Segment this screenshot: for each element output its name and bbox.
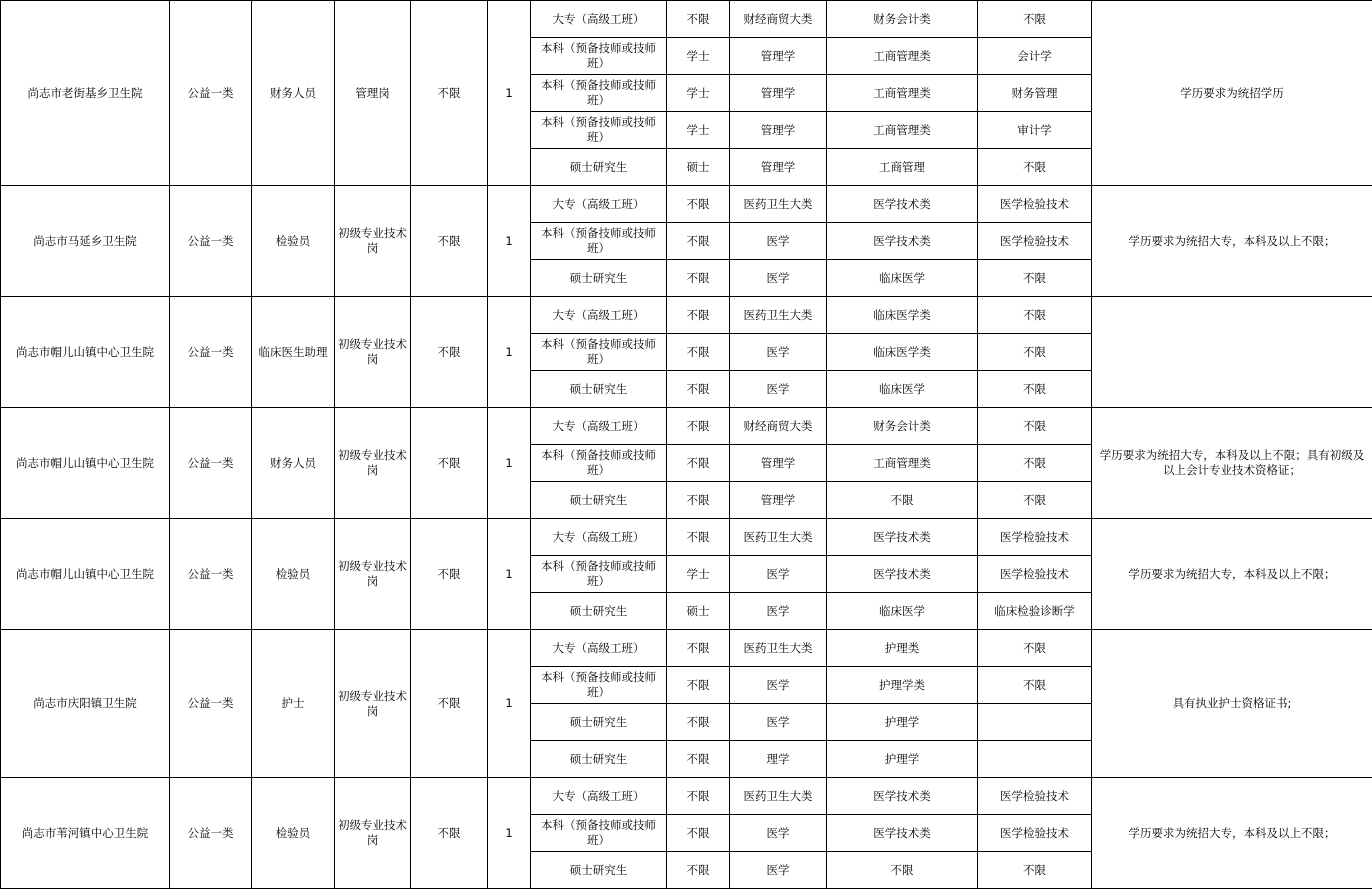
post-type-cell: 初级专业技术岗: [335, 519, 411, 630]
post-type-cell: 初级专业技术岗: [335, 778, 411, 889]
count-cell: 1: [488, 297, 531, 408]
education-cell: 硕士研究生: [531, 149, 667, 186]
major-cell: 不限: [978, 1, 1092, 38]
major-class-cell: 工商管理类: [827, 38, 978, 75]
major-cell: [978, 704, 1092, 741]
major-cell: 医学检验技术: [978, 186, 1092, 223]
major-cell: 不限: [978, 630, 1092, 667]
major-class-cell: 护理学类: [827, 667, 978, 704]
table-row: [1, 778, 1372, 815]
degree-cell: 不限: [667, 1, 730, 38]
discipline-cell: 医学: [730, 223, 827, 260]
post-type-cell: 管理岗: [335, 1, 411, 186]
major-class-cell: 工商管理: [827, 149, 978, 186]
major-class-cell: 不限: [827, 852, 978, 889]
limit-cell: 不限: [411, 519, 488, 630]
discipline-cell: 医药卫生大类: [730, 519, 827, 556]
unit-cell: 尚志市马延乡卫生院: [1, 186, 170, 297]
major-cell: 财务管理: [978, 75, 1092, 112]
major-class-cell: 医学技术类: [827, 778, 978, 815]
discipline-cell: 医学: [730, 556, 827, 593]
education-cell: 本科（预备技师或技师班）: [531, 445, 667, 482]
education-cell: 本科（预备技师或技师班）: [531, 334, 667, 371]
table-row: [1, 630, 1372, 667]
major-cell: 不限: [978, 149, 1092, 186]
major-cell: 不限: [978, 445, 1092, 482]
degree-cell: 不限: [667, 223, 730, 260]
major-cell: 不限: [978, 408, 1092, 445]
major-class-cell: 临床医学: [827, 260, 978, 297]
discipline-cell: 管理学: [730, 112, 827, 149]
education-cell: 硕士研究生: [531, 371, 667, 408]
category-cell: 公益一类: [170, 297, 252, 408]
limit-cell: 不限: [411, 778, 488, 889]
count-cell: 1: [488, 408, 531, 519]
discipline-cell: 医学: [730, 704, 827, 741]
major-class-cell: 不限: [827, 482, 978, 519]
note-cell: 学历要求为统招大专，本科及以上不限；: [1092, 519, 1372, 630]
education-cell: 硕士研究生: [531, 593, 667, 630]
position-cell: 财务人员: [252, 1, 335, 186]
table-body: [1, 1, 1372, 889]
category-cell: 公益一类: [170, 519, 252, 630]
education-cell: 本科（预备技师或技师班）: [531, 75, 667, 112]
count-cell: 1: [488, 186, 531, 297]
table-row: [1, 408, 1372, 445]
position-cell: 护士: [252, 630, 335, 778]
degree-cell: 学士: [667, 112, 730, 149]
major-class-cell: 财务会计类: [827, 1, 978, 38]
position-cell: 临床医生助理: [252, 297, 335, 408]
major-cell: 不限: [978, 852, 1092, 889]
major-class-cell: 工商管理类: [827, 75, 978, 112]
unit-cell: 尚志市老街基乡卫生院: [1, 1, 170, 186]
major-class-cell: 医学技术类: [827, 186, 978, 223]
degree-cell: 不限: [667, 704, 730, 741]
major-class-cell: 临床医学: [827, 593, 978, 630]
position-cell: 检验员: [252, 186, 335, 297]
degree-cell: 不限: [667, 741, 730, 778]
major-class-cell: 医学技术类: [827, 223, 978, 260]
education-cell: 本科（预备技师或技师班）: [531, 38, 667, 75]
major-cell: 不限: [978, 371, 1092, 408]
education-cell: 本科（预备技师或技师班）: [531, 112, 667, 149]
discipline-cell: 医学: [730, 260, 827, 297]
major-cell: 医学检验技术: [978, 223, 1092, 260]
degree-cell: 不限: [667, 630, 730, 667]
unit-cell: 尚志市帽儿山镇中心卫生院: [1, 519, 170, 630]
discipline-cell: 医药卫生大类: [730, 186, 827, 223]
limit-cell: 不限: [411, 297, 488, 408]
discipline-cell: 理学: [730, 741, 827, 778]
major-cell: 不限: [978, 482, 1092, 519]
discipline-cell: 医学: [730, 371, 827, 408]
major-cell: 医学检验技术: [978, 778, 1092, 815]
degree-cell: 不限: [667, 482, 730, 519]
degree-cell: 不限: [667, 334, 730, 371]
degree-cell: 不限: [667, 519, 730, 556]
table-row: [1, 186, 1372, 223]
education-cell: 大专（高级工班）: [531, 519, 667, 556]
note-cell: 学历要求为统招大专，本科及以上不限；具有初级及以上会计专业技术资格证；: [1092, 408, 1372, 519]
limit-cell: 不限: [411, 1, 488, 186]
discipline-cell: 医学: [730, 667, 827, 704]
post-type-cell: 初级专业技术岗: [335, 630, 411, 778]
major-cell: 医学检验技术: [978, 519, 1092, 556]
major-cell: 医学检验技术: [978, 815, 1092, 852]
discipline-cell: 医药卫生大类: [730, 297, 827, 334]
education-cell: 本科（预备技师或技师班）: [531, 223, 667, 260]
discipline-cell: 管理学: [730, 445, 827, 482]
count-cell: 1: [488, 1, 531, 186]
degree-cell: 不限: [667, 852, 730, 889]
major-class-cell: 护理学: [827, 704, 978, 741]
discipline-cell: 财经商贸大类: [730, 408, 827, 445]
education-cell: 本科（预备技师或技师班）: [531, 556, 667, 593]
major-cell: 不限: [978, 260, 1092, 297]
education-cell: 大专（高级工班）: [531, 186, 667, 223]
degree-cell: 不限: [667, 408, 730, 445]
table-row: [1, 1, 1372, 38]
discipline-cell: 管理学: [730, 149, 827, 186]
major-cell: 不限: [978, 297, 1092, 334]
category-cell: 公益一类: [170, 186, 252, 297]
position-cell: 检验员: [252, 778, 335, 889]
category-cell: 公益一类: [170, 778, 252, 889]
degree-cell: 学士: [667, 38, 730, 75]
degree-cell: 不限: [667, 815, 730, 852]
discipline-cell: 管理学: [730, 38, 827, 75]
major-class-cell: 护理类: [827, 630, 978, 667]
major-class-cell: 护理学: [827, 741, 978, 778]
education-cell: 大专（高级工班）: [531, 630, 667, 667]
discipline-cell: 医学: [730, 815, 827, 852]
major-cell: 不限: [978, 667, 1092, 704]
education-cell: 大专（高级工班）: [531, 778, 667, 815]
major-class-cell: 临床医学类: [827, 297, 978, 334]
degree-cell: 不限: [667, 186, 730, 223]
education-cell: 本科（预备技师或技师班）: [531, 815, 667, 852]
category-cell: 公益一类: [170, 408, 252, 519]
note-cell: 具有执业护士资格证书;: [1092, 630, 1372, 778]
education-cell: 硕士研究生: [531, 260, 667, 297]
degree-cell: 学士: [667, 556, 730, 593]
education-cell: 大专（高级工班）: [531, 297, 667, 334]
education-cell: 硕士研究生: [531, 852, 667, 889]
major-class-cell: 临床医学类: [827, 334, 978, 371]
degree-cell: 不限: [667, 778, 730, 815]
count-cell: 1: [488, 778, 531, 889]
post-type-cell: 初级专业技术岗: [335, 408, 411, 519]
unit-cell: 尚志市帽儿山镇中心卫生院: [1, 408, 170, 519]
position-cell: 检验员: [252, 519, 335, 630]
limit-cell: 不限: [411, 630, 488, 778]
note-cell: 学历要求为统招大专，本科及以上不限；: [1092, 778, 1372, 889]
education-cell: 本科（预备技师或技师班）: [531, 667, 667, 704]
education-cell: 大专（高级工班）: [531, 408, 667, 445]
degree-cell: 不限: [667, 297, 730, 334]
discipline-cell: 财经商贸大类: [730, 1, 827, 38]
education-cell: 硕士研究生: [531, 704, 667, 741]
major-class-cell: 医学技术类: [827, 815, 978, 852]
education-cell: 硕士研究生: [531, 482, 667, 519]
post-type-cell: 初级专业技术岗: [335, 297, 411, 408]
major-cell: 审计学: [978, 112, 1092, 149]
education-cell: 硕士研究生: [531, 741, 667, 778]
degree-cell: 不限: [667, 667, 730, 704]
unit-cell: 尚志市庆阳镇卫生院: [1, 630, 170, 778]
major-class-cell: 医学技术类: [827, 519, 978, 556]
degree-cell: 硕士: [667, 593, 730, 630]
count-cell: 1: [488, 630, 531, 778]
category-cell: 公益一类: [170, 1, 252, 186]
major-class-cell: 财务会计类: [827, 408, 978, 445]
major-cell: [978, 741, 1092, 778]
discipline-cell: 医药卫生大类: [730, 778, 827, 815]
count-cell: 1: [488, 519, 531, 630]
discipline-cell: 管理学: [730, 75, 827, 112]
major-cell: 医学检验技术: [978, 556, 1092, 593]
major-cell: 会计学: [978, 38, 1092, 75]
note-cell: 学历要求为统招大专，本科及以上不限；: [1092, 186, 1372, 297]
post-type-cell: 初级专业技术岗: [335, 186, 411, 297]
degree-cell: 不限: [667, 445, 730, 482]
note-cell: 学历要求为统招学历: [1092, 1, 1372, 186]
major-class-cell: 医学技术类: [827, 556, 978, 593]
note-cell: [1092, 297, 1372, 408]
category-cell: 公益一类: [170, 630, 252, 778]
major-class-cell: 工商管理类: [827, 445, 978, 482]
major-cell: 不限: [978, 334, 1092, 371]
table-row: [1, 297, 1372, 334]
unit-cell: 尚志市帽儿山镇中心卫生院: [1, 297, 170, 408]
unit-cell: 尚志市苇河镇中心卫生院: [1, 778, 170, 889]
discipline-cell: 管理学: [730, 482, 827, 519]
degree-cell: 不限: [667, 371, 730, 408]
degree-cell: 硕士: [667, 149, 730, 186]
limit-cell: 不限: [411, 408, 488, 519]
discipline-cell: 医学: [730, 852, 827, 889]
degree-cell: 不限: [667, 260, 730, 297]
major-cell: 临床检验诊断学: [978, 593, 1092, 630]
discipline-cell: 医学: [730, 593, 827, 630]
limit-cell: 不限: [411, 186, 488, 297]
major-class-cell: 工商管理类: [827, 112, 978, 149]
discipline-cell: 医药卫生大类: [730, 630, 827, 667]
degree-cell: 学士: [667, 75, 730, 112]
table-row: [1, 519, 1372, 556]
major-class-cell: 临床医学: [827, 371, 978, 408]
education-cell: 大专（高级工班）: [531, 1, 667, 38]
discipline-cell: 医学: [730, 334, 827, 371]
position-cell: 财务人员: [252, 408, 335, 519]
